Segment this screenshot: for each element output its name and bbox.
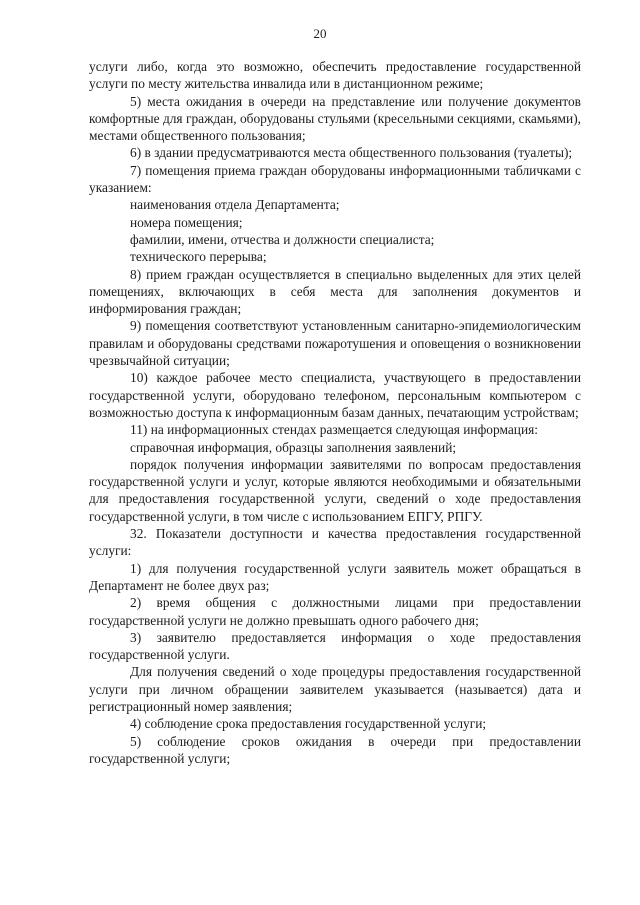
document-body — [89, 58, 581, 767]
paragraph-procedure-info: порядок получения информации заявителями по вопросам предоставления государственной услуги и услуг, которые являются необходимыми и обязательными для предоставления государственной услуги, сведений о ходе предоставления государственной услуги, в том числе с использованием ЕПГУ, РПГУ. — [89, 456, 581, 524]
list-line-department-unit: наименования отдела Департамента; — [130, 197, 340, 213]
paragraph-item-8-reception: 8) прием граждан осуществляется в специально выделенных для этих целей помещениях, включающих в себя места для заполнения документов и информирования граждан; — [89, 266, 581, 317]
list-line-specialist-name: фамилии, имени, отчества и должности специалиста; — [130, 231, 435, 247]
paragraph-indicator-4: 4) соблюдение срока предоставления государственной услуги; — [130, 716, 487, 732]
paragraph-indicator-5: 5) соблюдение сроков ожидания в очереди при предоставлении государственной услуги; — [89, 733, 581, 766]
list-line-reference-info: справочная информация, образцы заполнения заявлений; — [130, 439, 457, 455]
list-line-room-number: номера помещения; — [130, 214, 243, 230]
paragraph-status-info: Для получения сведений о ходе процедуры предоставления государственной услуги при личном обращении заявителем указывается (называется) дата и регистрационный номер заявления; — [89, 664, 581, 714]
paragraph-section-32: 32. Показатели доступности и качества предоставления государственной услуги: — [89, 526, 581, 559]
list-line-break-time: технического перерыва; — [130, 249, 267, 265]
paragraph-item-11-info-stands: 11) на информационных стендах размещается следующая информация: — [130, 422, 539, 438]
paragraph-item-10-workplace: 10) каждое рабочее место специалиста, участвующего в предоставлении государственной услуги, оборудовано телефоном, персональным компьютером с возможностью доступа к информационным базам данных, печатающим устройствам; — [89, 370, 581, 420]
paragraph-item-9-sanitary: 9) помещения соответствуют установленным санитарно-эпидемиологическим правилам и оборудованы средствами пожаротушения и оповещения о возникновении чрезвычайной ситуации; — [89, 318, 581, 369]
paragraph-indicator-1: 1) для получения государственной услуги заявитель может обращаться в Департамент не более двух раз; — [89, 560, 581, 593]
paragraph-continuation: услуги либо, когда это возможно, обеспечить предоставление государственной услуги по месту жительства инвалида или в дистанционном режиме; — [89, 59, 581, 92]
paragraph-indicator-3: 3) заявителю предоставляется информация о ходе предоставления государственной услуги. — [89, 629, 581, 663]
paragraph-indicator-2: 2) время общения с должностными лицами при предоставлении государственной услуги не должно превышать одного рабочего дня; — [89, 595, 581, 628]
page-number: 20 — [313, 26, 327, 41]
paragraph-item-6-public-places: 6) в здании предусматриваются места общественного пользования (туалеты); — [130, 145, 573, 161]
paragraph-item-7-info-plates: 7) помещения приема граждан оборудованы информационными табличками с указанием: — [89, 162, 581, 196]
paragraph-item-5-waiting-places: 5) места ожидания в очереди на представление или получение документов комфортные для граждан, оборудованы стульями (кресельными секциями, скамьями), местами общественного пользования; — [89, 93, 581, 144]
